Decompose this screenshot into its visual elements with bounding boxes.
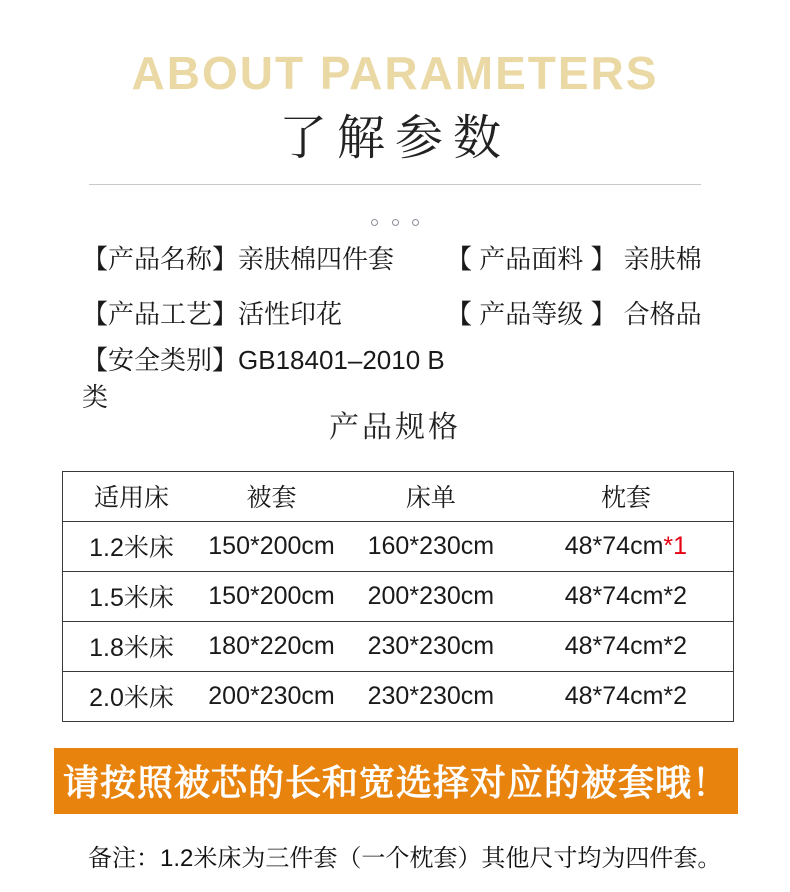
cell-sheet: 160*230cm: [343, 521, 519, 571]
pillow-size: 48*74cm: [564, 531, 664, 560]
product-craft-label: 【产品工艺】活性印花: [82, 298, 343, 329]
product-fabric-label: 【 产品面料 】 亲肤棉: [446, 243, 702, 274]
header-pillow: 枕套: [519, 471, 734, 521]
footnote-remark: 备注：1.2米床为三件套（一个枕套）其他尺寸均为四件套。: [88, 844, 722, 872]
cell-pillow: [519, 521, 734, 571]
pillow-size: 48*74cm: [564, 631, 664, 660]
pillow-size: 48*74cm: [564, 581, 664, 610]
info-row-safety: [0, 340, 790, 412]
info-row-craft-grade: [0, 285, 790, 340]
dot-icon: [412, 219, 419, 226]
notice-text: 请按照被芯的长和宽选择对应的被套哦！: [62, 762, 729, 804]
info-row-name-fabric: [0, 230, 790, 285]
cell-bed: 1.8米床: [63, 621, 201, 671]
cell-sheet: 200*230cm: [343, 571, 519, 621]
section-title-english: ABOUT PARAMETERS: [131, 47, 659, 99]
divider-line: [89, 184, 701, 185]
cell-duvet: 180*220cm: [200, 621, 343, 671]
notice-banner: [54, 748, 738, 814]
cell-bed: 1.5米床: [63, 571, 201, 621]
product-info-list: [0, 230, 790, 412]
section-title-chinese: 了解参数: [278, 112, 511, 165]
dots-decoration: [0, 219, 790, 226]
product-name-label: 【产品名称】亲肤棉四件套: [82, 243, 395, 274]
cell-duvet: 150*200cm: [200, 521, 343, 571]
safety-category-label: 【安全类别】GB18401–2010 B类: [82, 344, 445, 412]
table-header-row: [63, 471, 734, 521]
pillow-count: *2: [663, 581, 688, 610]
dot-icon: [392, 219, 399, 226]
cell-pillow: [519, 621, 734, 671]
cell-duvet: 200*230cm: [200, 671, 343, 721]
pillow-count: *2: [663, 631, 688, 660]
table-row: [63, 621, 734, 671]
pillow-count: *2: [663, 681, 688, 710]
pillow-count-highlight: *1: [663, 531, 688, 560]
table-row: [63, 521, 734, 571]
dot-icon: [371, 219, 378, 226]
pillow-size: 48*74cm: [564, 681, 664, 710]
table-row: [63, 571, 734, 621]
header-sheet: 床单: [343, 471, 519, 521]
cell-sheet: 230*230cm: [343, 621, 519, 671]
cell-sheet: 230*230cm: [343, 671, 519, 721]
cell-bed: 2.0米床: [63, 671, 201, 721]
cell-duvet: 150*200cm: [200, 571, 343, 621]
cell-pillow: [519, 671, 734, 721]
table-row: [63, 671, 734, 721]
header-bed: 适用床: [63, 471, 201, 521]
product-grade-label: 【 产品等级 】 合格品: [446, 298, 702, 329]
cell-pillow: [519, 571, 734, 621]
spec-section-title: 产品规格: [329, 410, 461, 444]
header-duvet: 被套: [200, 471, 343, 521]
cell-bed: 1.2米床: [63, 521, 201, 571]
spec-table: [62, 471, 734, 722]
